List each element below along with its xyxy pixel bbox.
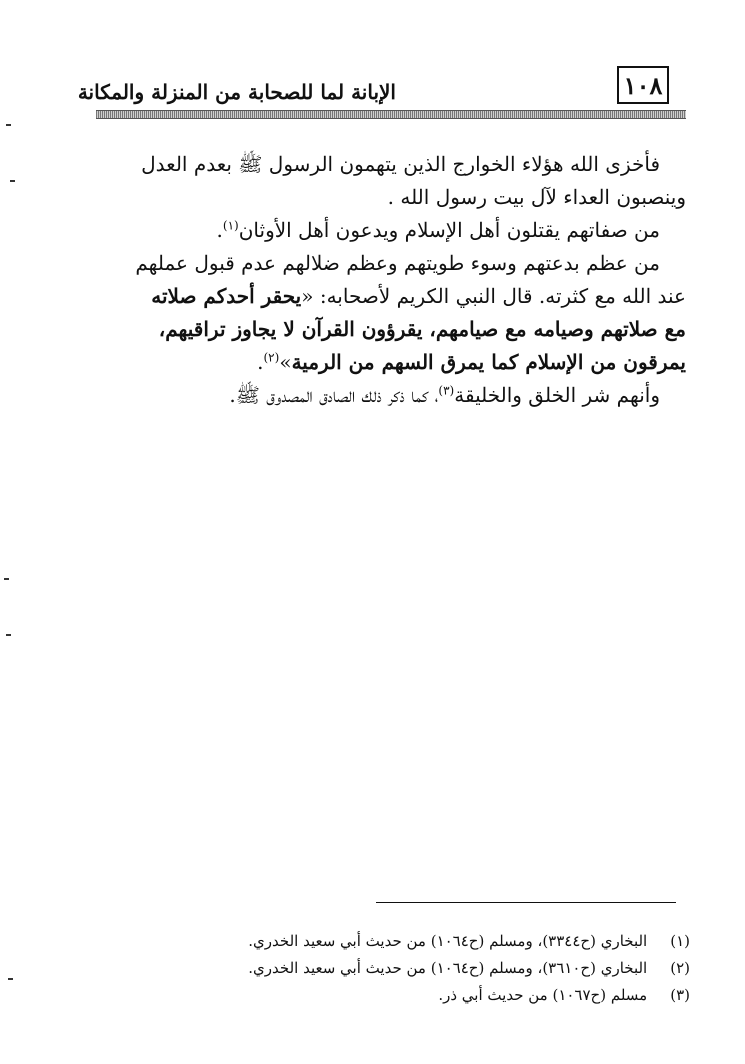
hadith-quote-part-3: يمرقون من الإسلام كما يمرق السهم من الرمية [291,350,686,374]
footnote-3-text: مسلم (ح١٠٦٧) من حديث أبي ذر. [438,986,648,1004]
quote-close: » [279,350,292,374]
footnote-2-number: (٢) [670,959,690,977]
footnote-2 [150,955,690,982]
header-rule [96,110,686,119]
paragraph-4-part-1: وأنهم شر الخلق والخليقة [454,383,660,407]
footnote-ref-1[interactable]: (١) [222,218,239,233]
footnote-1-text: البخاري (ح٣٣٤٤)، ومسلم (ح١٠٦٤) من حديث أبي سعيد الخدري. [248,932,648,950]
running-title: الإبانة لما للصحابة من المنزلة والمكانة [77,80,396,104]
footnote-3 [150,982,690,1009]
footnote-1 [150,928,690,955]
footnotes [150,928,690,1009]
footnote-ref-3[interactable]: (٣) [438,383,455,398]
footnote-3-number: (٣) [670,986,690,1004]
paragraph-2 [96,214,686,247]
paragraph-3-line-4 [96,346,686,379]
main-text [96,148,686,412]
margin-mark [8,978,13,980]
footnote-1-number: (١) [670,932,690,950]
margin-mark [6,634,11,636]
paragraph-4 [96,379,686,412]
paragraph-3-end: . [257,350,264,374]
margin-mark [6,124,11,126]
paragraph-3-line-2 [96,280,686,313]
footnote-separator [376,902,676,903]
hadith-quote-part-2: مع صلاتهم وصيامه مع صيامهم، يقرؤون القرآن لا يجاوز تراقيهم، [158,317,686,341]
paragraph-1-line-1: فأخزى الله هؤلاء الخوارج الذين يتهمون الرسول ﷺ بعدم العدل [141,152,660,176]
paragraph-3-line-1: من عظم بدعتهم وسوء طويتهم وعظم ضلالهم عدم قبول عملهم [135,251,660,275]
page-number: ١٠٨ [617,66,669,104]
paragraph-4-part-2: ، كما ذكر ذلك الصادق المصدوق ﷺ. [229,383,439,407]
paragraph-3-line-2-plain: عند الله مع كثرته. قال النبي الكريم لأصحابه: « [301,284,686,308]
footnote-ref-2[interactable]: (٢) [263,350,280,365]
hadith-quote-part-1: يحقر أحدكم صلاته [151,284,302,308]
margin-mark [10,180,15,182]
paragraph-1-line-2: وينصبون العداء لآل بيت رسول الله . [387,185,686,209]
footnote-2-text: البخاري (ح٣٦١٠)، ومسلم (ح١٠٦٤) من حديث أبي سعيد الخدري. [248,959,648,977]
paragraph-2-end: . [216,218,223,242]
margin-mark [4,578,9,580]
paragraph-2-text: من صفاتهم يقتلون أهل الإسلام ويدعون أهل الأوثان [238,218,660,242]
